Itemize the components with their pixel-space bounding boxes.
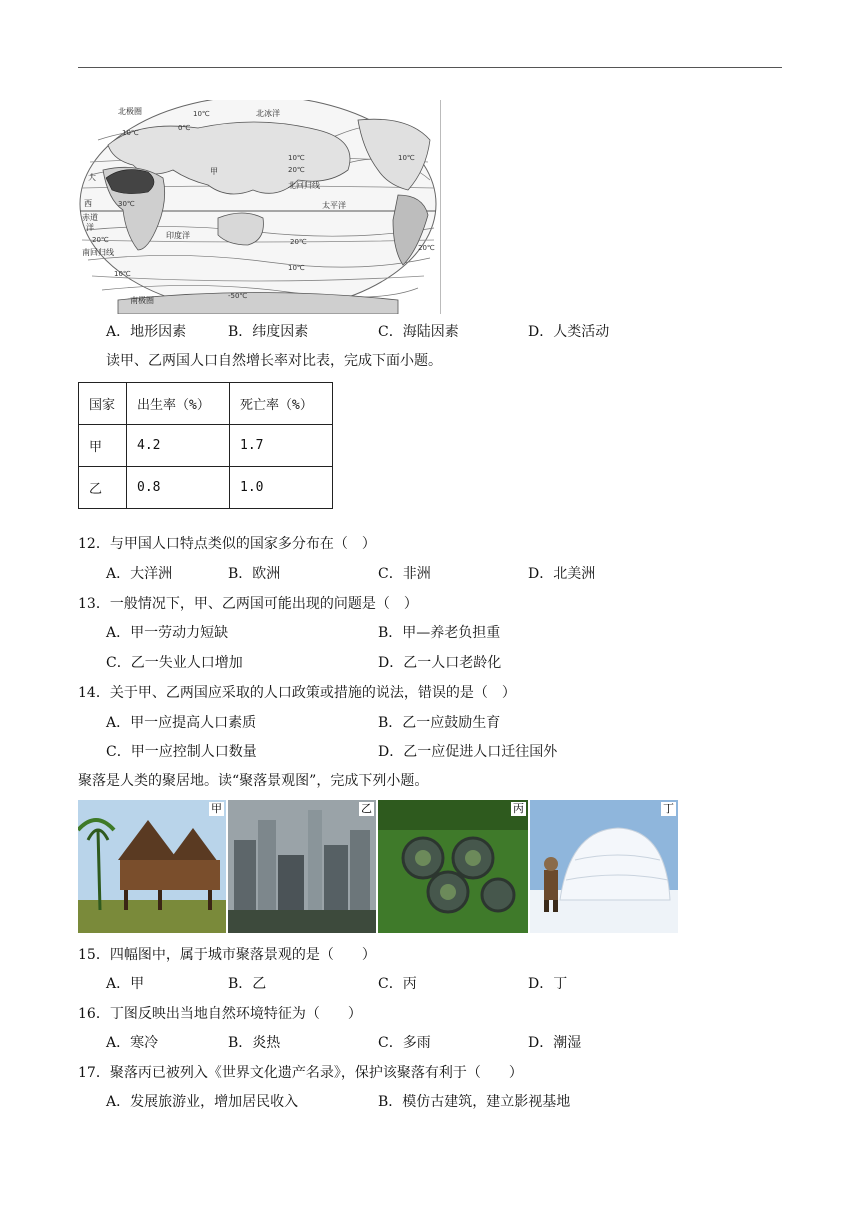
settlement-intro: 聚落是人类的聚居地。读“聚落景观图”，完成下列小题。: [78, 773, 429, 789]
q14-option-d[interactable]: D．乙一应促进人口迁往国外: [378, 744, 558, 760]
world-map-graphic: [78, 100, 440, 314]
igloo-photo: [530, 800, 678, 933]
q12-option-c[interactable]: C．非洲: [378, 566, 431, 582]
map-label-atlantic-2: 西: [84, 199, 92, 208]
map-isotherm-20-d: 20℃: [418, 244, 435, 252]
photo-tag-ding: 丁: [663, 802, 674, 815]
q16-option-d[interactable]: D．潮湿: [528, 1035, 582, 1051]
photo-tag-yi: 乙: [361, 802, 372, 815]
q15-option-b[interactable]: B．乙: [228, 976, 267, 992]
map-label-atlantic-3: 洋: [86, 223, 94, 232]
earth-building-photo: [378, 800, 528, 933]
q16-option-b[interactable]: B．炎热: [228, 1035, 281, 1051]
map-isotherm-10-d: 10℃: [114, 270, 131, 278]
map-isotherm-10-c: 10℃: [288, 154, 305, 162]
q14-option-a[interactable]: A．甲一应提高人口素质: [106, 715, 257, 731]
map-isotherm-20-b: 20℃: [92, 236, 109, 244]
table-header-cell: 死亡率（%）: [230, 383, 333, 425]
q14-stem: 14．关于甲、乙两国应采取的人口政策或措施的说法，错误的是（ ）: [78, 685, 516, 701]
population-table: [78, 382, 333, 509]
q13-option-c[interactable]: C．乙一失业人口增加: [106, 655, 243, 671]
q13-option-d[interactable]: D．乙一人口老龄化: [378, 655, 502, 671]
q15-option-d[interactable]: D．丁: [528, 976, 568, 992]
q12-option-a[interactable]: A．大洋洲: [106, 566, 173, 582]
map-isotherm-20-c: 20℃: [290, 238, 307, 246]
q17-option-a[interactable]: A．发展旅游业，增加居民收入: [106, 1094, 299, 1110]
map-label-antarctic-circle: 南极圈: [130, 296, 154, 305]
q12-option-b[interactable]: B．欧洲: [228, 566, 281, 582]
table-cell: 1.7: [230, 425, 333, 467]
map-label-tropic-capricorn: 南回归线: [82, 248, 114, 257]
q15-option-a[interactable]: A．甲: [106, 976, 145, 992]
table-header-cell: 出生率（%）: [127, 383, 230, 425]
table-header-row: [79, 383, 333, 425]
table-row: [79, 425, 333, 467]
q11-option-b[interactable]: B．纬度因素: [228, 324, 309, 340]
table-cell: 甲: [79, 425, 127, 467]
population-intro: 读甲、乙两国人口自然增长率对比表，完成下面小题。: [106, 353, 442, 369]
q15-stem: 15．四幅图中，属于城市聚落景观的是（ ）: [78, 947, 376, 963]
map-label-atlantic-1: 大: [88, 173, 96, 182]
map-label-pacific: 太平洋: [322, 201, 346, 210]
q12-option-d[interactable]: D．北美洲: [528, 566, 596, 582]
table-cell: 乙: [79, 467, 127, 509]
map-label-arctic-ocean: 北冰洋: [256, 109, 280, 118]
map-label-tropic-cancer: 北回归线: [288, 181, 320, 190]
q13-stem: 13．一般情况下，甲、乙两国可能出现的问题是（ ）: [78, 596, 418, 612]
table-cell: 4.2: [127, 425, 230, 467]
q16-stem: 16．丁图反映出当地自然环境特征为（ ）: [78, 1006, 362, 1022]
q16-option-c[interactable]: C．多雨: [378, 1035, 431, 1051]
settlement-photos: [78, 800, 678, 933]
q12-stem: 12．与甲国人口特点类似的国家多分布在（ ）: [78, 536, 376, 552]
map-isotherm-0-a: 0℃: [178, 124, 191, 132]
q14-option-c[interactable]: C．甲一应控制人口数量: [106, 744, 257, 760]
q11-option-c[interactable]: C．海陆因素: [378, 324, 459, 340]
map-isotherm-10-e: 10℃: [288, 264, 305, 272]
map-isotherm-minus50: -50℃: [228, 292, 248, 300]
q13-option-b[interactable]: B．甲—养老负担重: [378, 625, 501, 641]
q15-option-c[interactable]: C．丙: [378, 976, 417, 992]
photo-tag-jia: 甲: [211, 802, 222, 815]
q17-option-b[interactable]: B．模仿古建筑，建立影视基地: [378, 1094, 571, 1110]
photo-tag-bing: 丙: [513, 802, 524, 815]
q11-option-d[interactable]: D．人类活动: [528, 324, 610, 340]
map-label-indian-ocean: 印度洋: [166, 231, 190, 240]
world-isotherm-map: [78, 100, 441, 314]
map-label-jia: 甲: [210, 167, 218, 176]
table-header-cell: 国家: [79, 383, 127, 425]
q13-option-a[interactable]: A．甲一劳动力短缺: [106, 625, 229, 641]
header-rule: [78, 67, 782, 68]
map-isotherm-10-b: 10℃: [122, 129, 139, 137]
q17-stem: 17．聚落丙已被列入《世界文化遗产名录》，保护该聚落有利于（ ）: [78, 1065, 523, 1081]
map-isotherm-30: 30℃: [118, 200, 135, 208]
stilt-house-photo: [78, 800, 226, 933]
table-row: [79, 467, 333, 509]
q16-option-a[interactable]: A．寒冷: [106, 1035, 159, 1051]
city-skyline-photo: [228, 800, 376, 933]
table-cell: 0.8: [127, 467, 230, 509]
map-isotherm-10-a: 10℃: [193, 110, 210, 118]
map-isotherm-20-a: 20℃: [288, 166, 305, 174]
q14-option-b[interactable]: B．乙一应鼓励生育: [378, 715, 501, 731]
q11-option-a[interactable]: A．地形因素: [106, 324, 187, 340]
map-label-equator: 赤道: [82, 213, 98, 222]
map-isotherm-10-f: 10℃: [398, 154, 415, 162]
map-label-arctic-circle: 北极圈: [118, 107, 142, 116]
table-cell: 1.0: [230, 467, 333, 509]
